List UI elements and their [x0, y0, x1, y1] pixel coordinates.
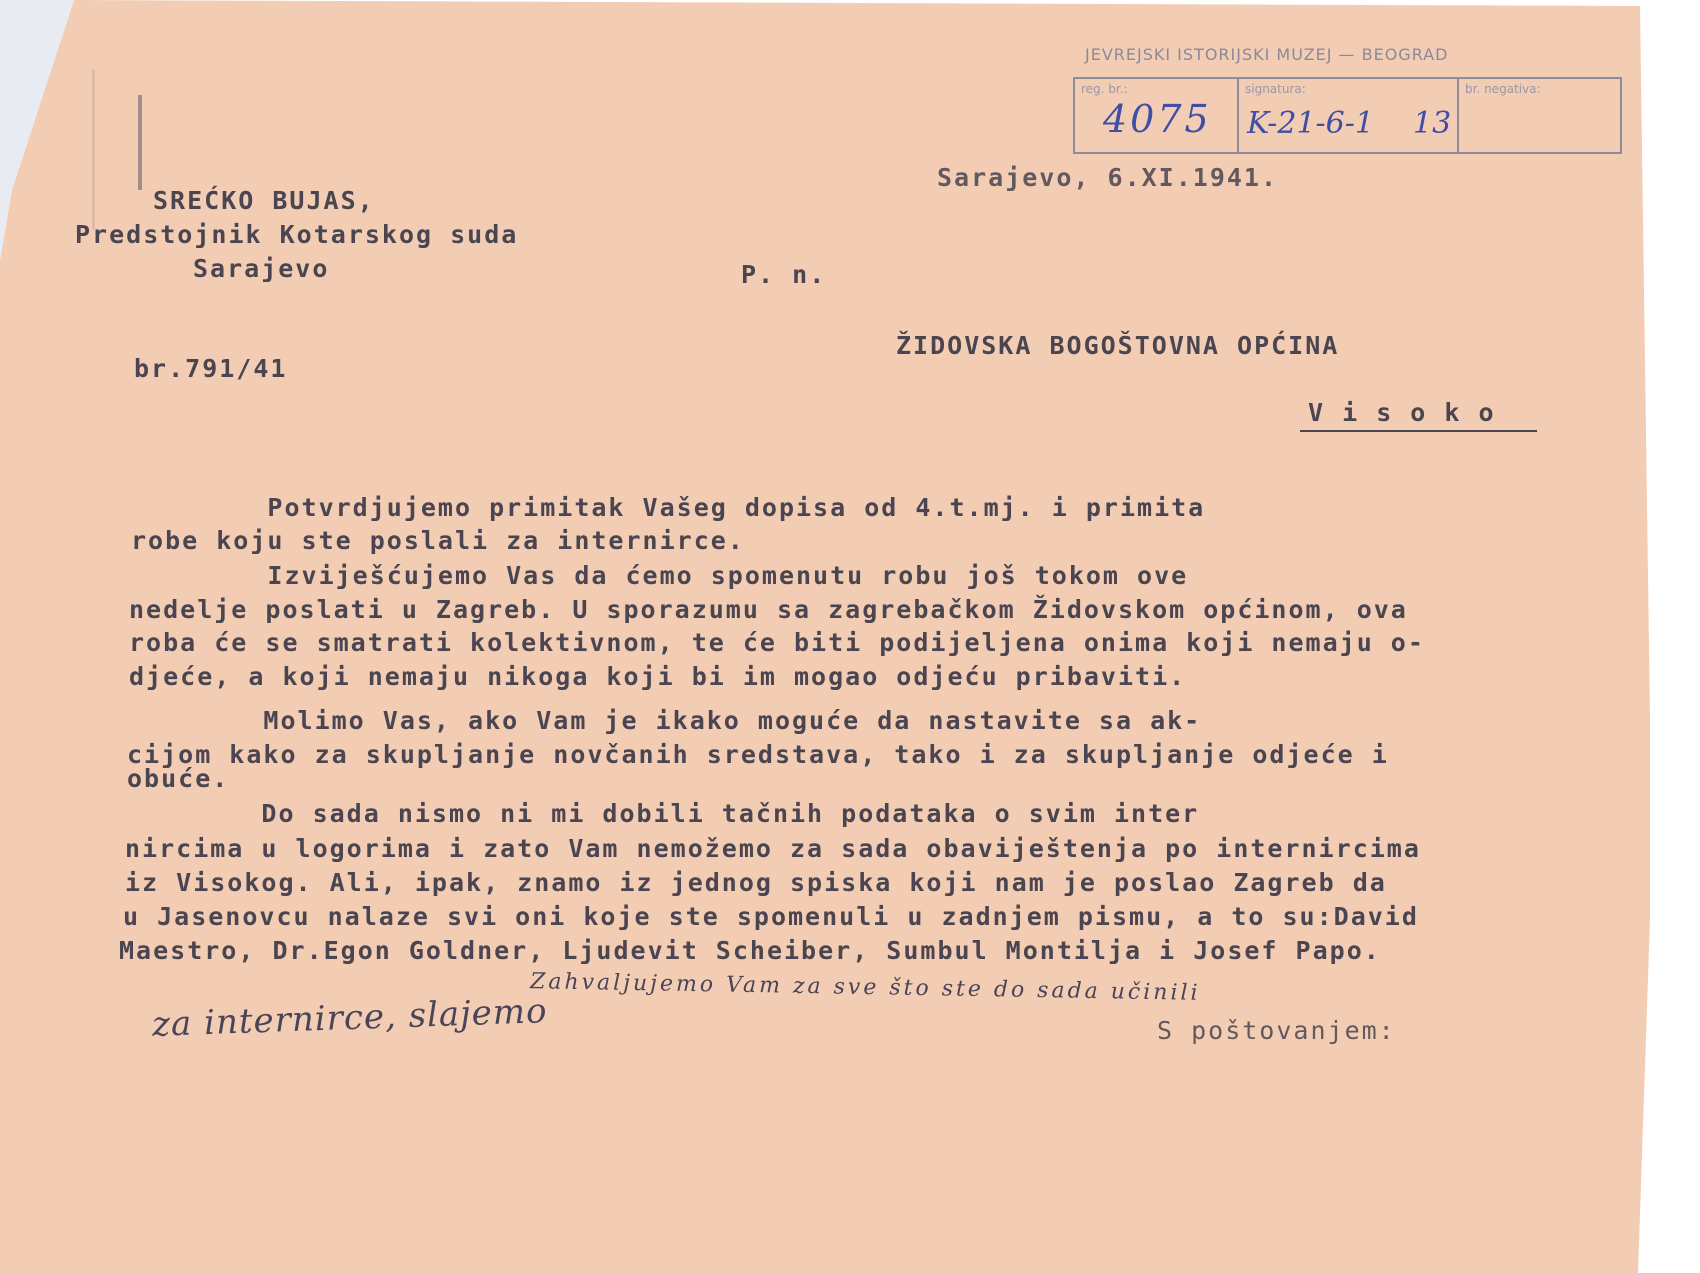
- handwritten-note-bottom: za internirce, slajemo: [151, 991, 549, 1045]
- stamp-label-signature: signatura:: [1245, 82, 1306, 96]
- crease-mark: [92, 70, 95, 230]
- stamp-label-negative: br. negativa:: [1465, 82, 1541, 96]
- body-line: robe koju ste poslali za internirce.: [131, 526, 745, 555]
- body-line: cijom kako za skupljanje novčanih sredstava, tako i za skupljanje odjeće i: [127, 740, 1389, 769]
- recipient-city-underline: [1300, 430, 1537, 432]
- recipient-name: ŽIDOVSKA BOGOŠTOVNA OPĆINA: [896, 331, 1340, 360]
- sender-title: Predstojnik Kotarskog suda: [75, 220, 519, 249]
- crease-mark: [138, 95, 142, 190]
- registration-stamp: [1073, 77, 1622, 154]
- body-line: nedelje poslati u Zagreb. U sporazumu sa zagrebačkom Židovskom općinom, ova: [129, 595, 1408, 624]
- body-line: Molimo Vas, ako Vam je ikako moguće da nastavite sa ak-: [127, 706, 1202, 735]
- scan-margin: [1650, 0, 1700, 1273]
- stamp-signature-sub: 13: [1413, 106, 1452, 141]
- body-line: iz Visokog. Ali, ipak, znamo iz jednog spiska koji nam je poslao Zagreb da: [125, 868, 1387, 897]
- reference-number: br.791/41: [134, 354, 288, 383]
- body-line: Potvrdjujemo primitak Vašeg dopisa od 4.t.mj. i primita: [131, 493, 1206, 522]
- body-line: roba će se smatrati kolektivnom, te će biti podijeljena onima koji nemaju o-: [129, 628, 1425, 657]
- body-line: u Jasenovcu nalaze svi oni koje ste spomenuli u zadnjem pismu, a to su:David: [123, 902, 1419, 931]
- body-line: nircima u logorima i zato Vam nemožemo za sada obaviještenja po internircima: [125, 834, 1421, 863]
- stamp-heading: JEVREJSKI ISTORIJSKI MUZEJ — BEOGRAD: [1085, 45, 1449, 64]
- body-line: Do sada nismo ni mi dobili tačnih podataka o svim inter: [125, 799, 1200, 828]
- body-line: Maestro, Dr.Egon Goldner, Ljudevit Scheiber, Sumbul Montilja i Josef Papo.: [119, 936, 1381, 965]
- body-line: Izviješćujemo Vas da ćemo spomenutu robu još tokom ove: [131, 561, 1189, 590]
- body-line: obuće.: [127, 764, 230, 793]
- stamp-reg-number: 4075: [1103, 97, 1212, 141]
- body-line: djeće, a koji nemaju nikoga koji bi im mogao odjeću pribaviti.: [129, 662, 1187, 691]
- handwritten-note-top: Zahvaljujemo Vam za sve što ste do sada učinili: [529, 969, 1201, 1006]
- stamp-label-reg: reg. br.:: [1081, 82, 1128, 96]
- recipient-city: V i s o k o: [1308, 398, 1496, 427]
- sender-city: Sarajevo: [193, 254, 330, 283]
- sender-name: SREĆKO BUJAS,: [153, 186, 375, 215]
- letter-date: Sarajevo, 6.XI.1941.: [937, 163, 1279, 192]
- recipient-salutation: P. n.: [741, 260, 827, 289]
- stamp-signature: K-21-6-1: [1247, 106, 1374, 141]
- closing: S poštovanjem:: [1157, 1016, 1396, 1045]
